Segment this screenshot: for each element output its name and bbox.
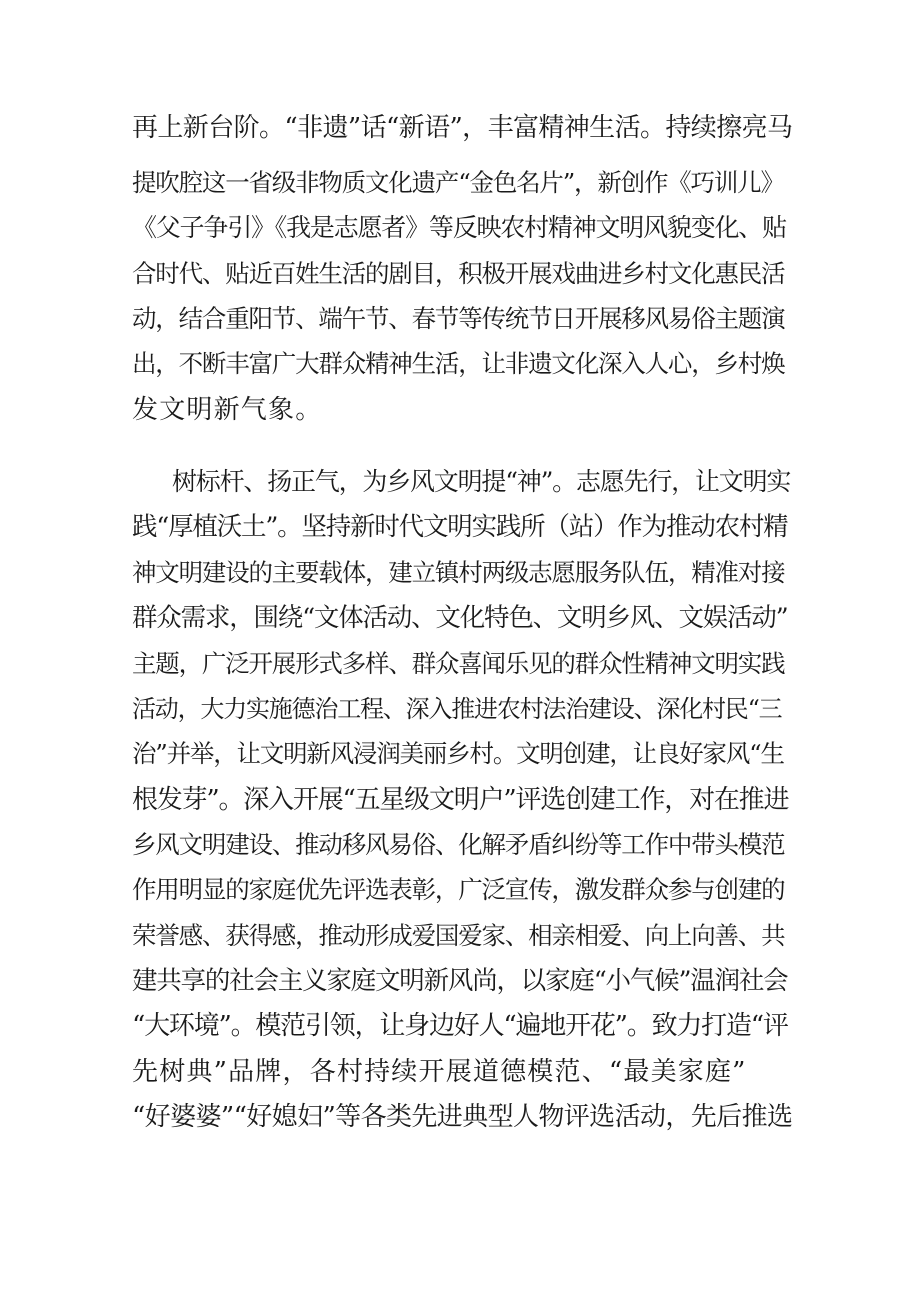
text-line: 动，结合重阳节、端午节、春节等传统节日开展移风易俗主题演 bbox=[132, 304, 785, 333]
text-line: 发文明新气象。 bbox=[132, 395, 323, 425]
text-line: 出，不断丰富广大群众精神生活，让非遗文化深入人心，乡村焕 bbox=[132, 349, 785, 378]
text-line: 合时代、贴近百姓生活的剧目，积极开展戏曲进乡村文化惠民活 bbox=[132, 259, 785, 288]
text-line: 治”并举，让文明新风浸润美丽乡村。文明创建，让良好家风“生 bbox=[132, 739, 784, 768]
text-line: 再上新台阶。“非遗”话“新语”，丰富精神生活。持续擦亮马 bbox=[132, 113, 793, 143]
text-line: 活动，大力实施德治工程、深入推进农村法治建设、深化村民“三 bbox=[132, 695, 782, 723]
text-line: 建共享的社会主义家庭文明新风尚，以家庭“小气候”温润社会 bbox=[132, 966, 788, 996]
text-line: 树标杆、扬正气，为乡风文明提“神”。志愿先行，让文明实 bbox=[172, 467, 791, 496]
text-line: 主题，广泛开展形式多样、群众喜闻乐见的群众性精神文明实践 bbox=[132, 649, 785, 678]
text-line: 先树典”品牌，各村持续开展道德模范、“最美家庭” bbox=[132, 1057, 747, 1087]
text-line: 作用明显的家庭优先评选表彰，广泛宣传，激发群众参与创建的 bbox=[132, 875, 785, 904]
text-line: 乡风文明建设、推动移风易俗、化解矛盾纠纷等工作中带头模范 bbox=[132, 830, 785, 859]
text-line: 根发芽”。深入开展“五星级文明户”评选创建工作，对在推进 bbox=[132, 785, 789, 815]
text-line: 提吹腔这一省级非物质文化遗产“金色名片”，新创作《巧训儿》 bbox=[132, 168, 784, 197]
text-line: 荣誉感、获得感，推动形成爱国爱家、相亲相爱、向上向善、共 bbox=[132, 921, 785, 950]
text-line: 神文明建设的主要载体，建立镇村两级志愿服务队伍，精准对接 bbox=[132, 558, 785, 587]
text-line: “好婆婆”“好媳妇”等各类先进典型人物评选活动，先后推选 bbox=[132, 1102, 793, 1132]
text-line: 《父子争引》《我是志愿者》等反映农村精神文明风貌变化、贴 bbox=[132, 213, 786, 242]
text-line: 践“厚植沃土”。坚持新时代文明实践所（站）作为推动农村精 bbox=[132, 512, 788, 542]
text-line: 群众需求，围绕“文体活动、文化特色、文明乡风、文娱活动” bbox=[132, 603, 788, 633]
text-line: “大环境”。模范引领，让身边好人“遍地开花”。致力打造“评 bbox=[132, 1011, 788, 1041]
